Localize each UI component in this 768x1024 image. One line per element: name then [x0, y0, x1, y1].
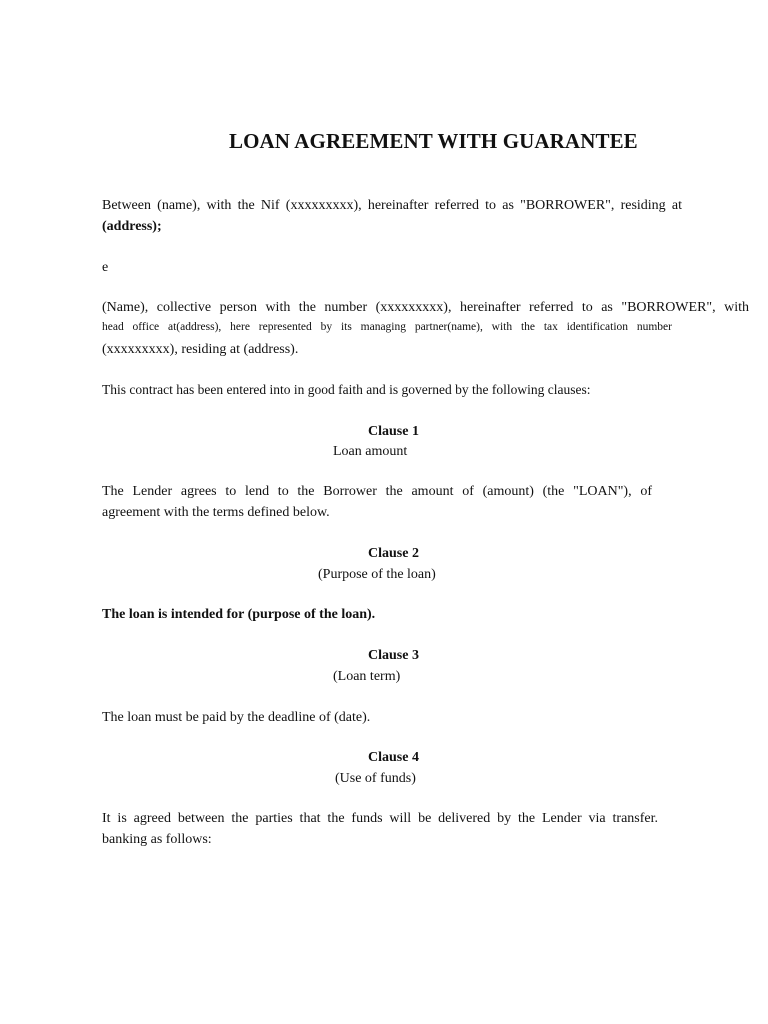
- clause-1-body-line-2: agreement with the terms defined below.: [102, 505, 330, 520]
- clause-2-body: The loan is intended for (purpose of the loan).: [102, 607, 376, 622]
- clause-3-heading: Clause 3: [368, 648, 419, 663]
- between-line-1: Between (name), with the Nif (xxxxxxxxx), hereinafter referred to as "BORROWER", residing at: [102, 198, 682, 213]
- between-line-2: (address);: [102, 219, 162, 234]
- party2-line-2: head office at(address), here represented by its managing partner(name), with the tax identification number: [102, 321, 672, 333]
- document-title: LOAN AGREEMENT WITH GUARANTEE: [229, 129, 638, 153]
- clause-4-body-line-1: It is agreed between the parties that the funds will be delivered by the Lender via transfer.: [102, 811, 658, 826]
- clause-2-heading: Clause 2: [368, 546, 419, 561]
- clause-1-subtitle: Loan amount: [333, 444, 408, 459]
- clause-2-subtitle: (Purpose of the loan): [318, 567, 436, 582]
- intro-text: This contract has been entered into in good faith and is governed by the following clauses:: [102, 382, 591, 397]
- clause-4-heading: Clause 4: [368, 750, 419, 765]
- clause-4-body-line-2: banking as follows:: [102, 832, 212, 847]
- clause-4-subtitle: (Use of funds): [335, 771, 416, 786]
- clause-1-body-line-1: The Lender agrees to lend to the Borrower the amount of (amount) (the "LOAN"), of: [102, 484, 652, 499]
- party2-line-1: (Name), collective person with the number (xxxxxxxxx), hereinafter referred to as "BORROWER", with: [102, 300, 749, 315]
- conjunction: e: [102, 260, 109, 275]
- clause-3-subtitle: (Loan term): [333, 669, 401, 684]
- clause-3-body: The loan must be paid by the deadline of (date).: [102, 710, 371, 725]
- party2-line-3: (xxxxxxxxx), residing at (address).: [102, 342, 299, 357]
- clause-1-heading: Clause 1: [368, 424, 419, 439]
